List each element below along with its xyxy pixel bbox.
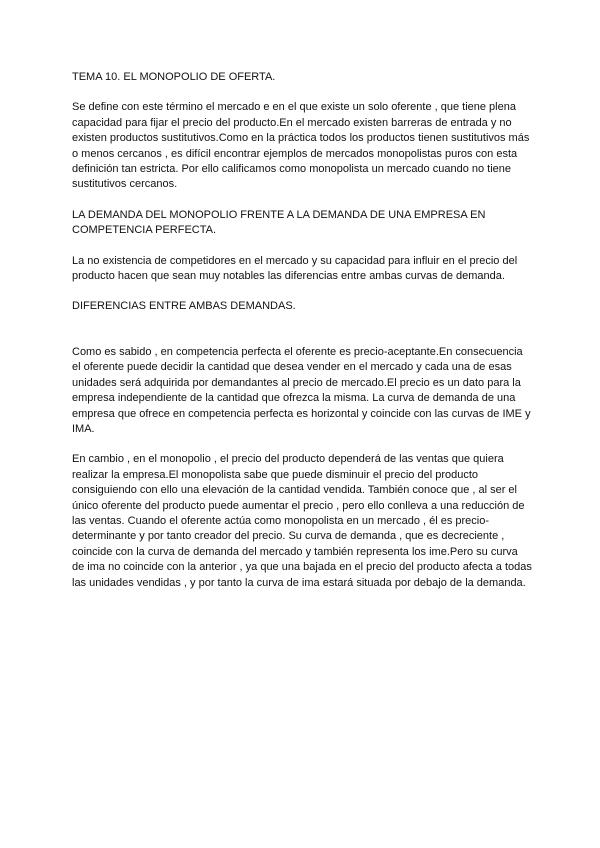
document-body <box>72 70 532 591</box>
section-heading-differences: DIFERENCIAS ENTRE AMBAS DEMANDAS. <box>72 300 296 313</box>
paragraph-definition: Se define con este término el mercado e en el que existe un solo oferente , que tiene plena capacidad para fijar el precio del producto.En el mercado existen barreras de entrada y no existen productos sustitutivos.Como en la práctica todos los productos tienen sustitutivos más o menos cercanos , es difícil encontrar ejemplos de mercados monopolistas puros con esta definición tan estricta. Por ello calificamos como monopolista un mercado cuando no tiene sustitutivos cercanos. <box>72 101 530 191</box>
document-title: TEMA 10. EL MONOPOLIO DE OFERTA. <box>72 71 276 83</box>
paragraph-demand-comparison: La no existencia de competidores en el mercado y su capacidad para influir en el precio del producto hacen que sean muy notables las diferencias entre ambas curvas de demanda. <box>72 254 518 283</box>
paragraph-perfect-competition: Como es sabido , en competencia perfecta el oferente es precio-aceptante.En consecuencia el oferente puede decidir la cantidad que desea vender en el mercado y cada una de esas unidades será adquirida por demandantes al precio de mercado.El precio es un dato para la empresa independiente de la cantidad que ofrezca la misma. La curva de demanda de una empresa que ofrece en competencia perfecta es horizontal y coincide con las curvas de IME y IMA. <box>72 345 531 435</box>
section-heading-demand-comparison: LA DEMANDA DEL MONOPOLIO FRENTE A LA DEMANDA DE UNA EMPRESA EN COMPETENCIA PERFECTA. <box>72 208 486 237</box>
paragraph-monopoly: En cambio , en el monopolio , el precio del producto dependerá de las ventas que quiera realizar la empresa.El monopolista sabe que puede disminuir el precio del producto consiguiendo con ello una elevación de la cantidad vendida. También conoce que , al ser el único oferente del producto puede aumentar el precio , pero ello conlleva a una reducción de las ventas. Cuando el oferente actúa como monopolista en un mercado , él es precio-determinante y por tanto creador del precio. Su curva de demanda , que es decreciente , coincide con la curva de demanda del mercado y también representa los ime.Pero su curva de ima no coincide con la anterior , ya que una bajada en el precio del producto afecta a todas las unidades vendidas , y por tanto la curva de ima estará situada por debajo de la demanda. <box>72 453 532 589</box>
